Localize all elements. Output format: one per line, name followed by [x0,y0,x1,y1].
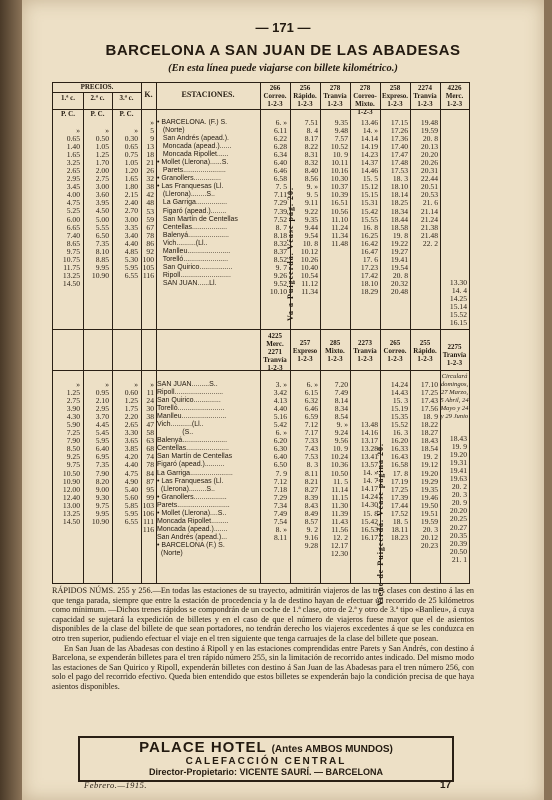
train-2275-times: 18.43 19. 9 19.20 19.31 19.41 19.63 20. 2 20. 3 20. 9 20.20 20.25 20.27 20.35 20.39 20.50 21. 1 [449,434,467,564]
train-2273-times: 13.48 14.16 13.17 13.28 13.41 13.57 14. » 14. 7 14.17 14.24 14.30 15. 8 15.42 16.53 16.17 [360,420,378,542]
timetable-table [52,82,470,606]
fare-3rd-column: » 0.30 0.65 0.75 1.05 1.20 1.65 1.80 2.15 2.40 2.70 3.00 3.35 3.40 4.40 4.85 5.30 5.95 6.55 [124,126,138,280]
train-255-times: 17.10 17.25 17.43 17.56 18. 9 18.22 18.27 18.43 18.54 19. 2 19.12 19.20 19.29 19.35 19.46 19.50 19.51 19.59 20. 3 20.12 20.23 [420,380,438,550]
vertical-note: Va a Puigcerdá. Véase pág. 20. [286,187,295,321]
stations-header: ESTACIONES. [181,90,235,99]
timetable-page [22,0,544,800]
train-285-times: 7.20 7.49 8.14 8.34 8.54 9. » 9.24 9.56 10. 9 10.24 10.36 10.50 11. 5 11.14 11.15 11.30 11.39 11.43 11.56 12. 2 12.17 12.30 [330,380,348,558]
train-278-times: 9.35 9.48 7.57 10.52 10. 9 10.11 10.16 10.30 10.37 10.39 16.51 10.56 11.10 11.24 11.34 11.48 [330,118,348,248]
train-header-2275: 2275 Tranvía 1-2-3 [442,343,467,367]
stations-column-lower: SAN JUAN.........S.. Ripoll......................... San Quirico.............. Torelló........................ Manlleu....................... Vich...........(Ll.. (S.. Balenyá....................... Centellas...................... San Martín de Centellas Figaró (apead.).......... La Garriga...................... • Las Franquesas (Ll. (Llerona).........S.. • Granollers................. Parets........................... • Mollet (Llerona)....S.. Moncada Ripollet......... Moncada (apead.)....... San Andrés (apead.)... • BARCELONA (F.) S. (Norte) [157,381,233,557]
notes-section [52,586,474,692]
ad-hotel-name [80,739,452,756]
page-title: BARCELONA A SAN JUAN DE LAS ABADESAS [105,42,461,59]
fare-2nd-column-lower: » 0.95 2.10 2.95 3.70 4.45 5.45 5.95 6.40 6.95 7.35 7.90 8.20 9.00 9.30 9.75 9.95 10.90 [91,380,109,526]
train-header-278: 278 Tranvía 1-2-3 [323,84,347,108]
km-column: » 5 9 13 18 21 26 32 38 42 48 53 59 67 78 86 92 100 105 116 [142,118,154,280]
train-header-4226: 4226 Merc. 1-2-3 [445,84,464,108]
ad-director: Director-Propietario: VICENTE SAURÍ. — BARCELONA [148,767,384,777]
fare-3rd-column-lower: » 0.60 1.25 1.75 2.20 2.65 3.30 3.65 3.85 4.20 4.40 4.75 4.90 5.40 5.60 5.85 5.95 6.55 [124,380,138,526]
footer-date: Febrero.—1915. [84,780,148,790]
km-column-lower: » 11 24 30 38 47 58 63 68 74 78 84 87 95 99 103 106 111 116 [142,380,154,534]
train-header-2273: 2273 Tranvía 1-2-3 [353,339,377,363]
rule [53,92,141,93]
train-header-258: 258 Expreso. 1-2-3 [381,84,409,108]
train-header-255: 255 Rápido. 1-2-3 [413,339,437,363]
train-278m-times: 13.46 14. » 14.14 14.19 14.23 14.37 14.46 15. 5 15.12 15.15 15.31 15.42 15.55 16. 8 16.25 16.42 16.47 17. 6 17.23 17.42 18.10 18.29 [360,118,378,296]
train-header-285: 285 Mixto. 1-2-3 [325,339,345,363]
page-subtitle: (En esta línea puede viajarse con billete kilométrico.) [168,63,398,74]
train-2274-times: 19.48 19.59 20. 8 20.13 20.20 20.26 20.31 22.44 20.51 20.53 21. 6 21.14 21.24 21.38 21.48 22. 2 [420,118,438,248]
hotel-advertisement [78,736,454,782]
km-header: K. [144,90,153,99]
page-number: — 171 — [255,20,311,35]
book-gutter-shadow [0,0,22,800]
vertical-note-lower: Viene de Puigcerdá. Véase página 20. [376,443,385,606]
train-257-times: 6. » 6.15 6.32 6.46 6.59 7.12 7.17 7.33 7.43 7.53 8. 3 8.11 8.21 8.27 8.39 8.43 8.49 8.57 9. 2 9.16 9.28 [304,380,318,550]
fare-2nd-column: » 0.50 1.05 1.25 1.70 2.00 2.75 3.00 3.60 3.95 4.50 5.00 5.55 6.50 7.35 8.10 8.85 9.95 10.90 [91,126,109,280]
train-header-266: 266 Correo. 1-2-3 [263,84,287,108]
train-256-times: 7.51 8. 4 8.17 8.22 8.31 8.32 8.40 8.56 9. » 9. 5 9.11 9.22 9.35 9.44 9.54 10. 8 10.12 10.26 10.40 10.54 11.12 11.34 [300,118,318,296]
ad-hotel-former-name: (Antes AMBOS MUNDOS) [271,744,393,755]
class-header-1: 1.ª c. [61,94,75,102]
precios-header: PRECIOS. [80,83,114,91]
train-258-times: 17.15 17.26 17.36 17.40 17.47 17.48 17.53 18. 3 18.10 18.14 18.25 18.34 18.44 18.58 19. 8 19.22 19.27 19.41 19.54 20. 8 20.32 20.48 [390,118,408,296]
pc-label: P. C. [119,110,134,118]
train-2275-note: Circulará domingos, 27 Marzo, 5 Abril, 24 Mayo y 24 y 29 Junio [440,373,469,421]
note-paragraph: En San Juan de las Abadesas con destino á Ripoll y en las estaciones comprendidas entre Parets y San Andrés, con destino á Barcelona, se expenderán billetes para el tren rápido número 255, sin la limitación de recorrido antes indicado. Del mismo modo las estaciones de San Quirico y Ripoll, expenderán billetes con destino á San Juan de las Abadesas para el tren número 256, con solo el pago del recorrido efectivo. Queda bien entendido que estos billetes se expenderán bajo la condición precisa de que haya asientos disponibles. [52,643,474,691]
train-header-2274: 2274 Tranvía 1-2-3 [413,84,437,108]
train-header-256: 256 Rápido. 1-2-3 [293,84,317,108]
fare-1st-column: » 0.65 1.40 1.65 3.25 2.65 2.95 3.45 4.00 4.75 5.25 6.00 6.65 7.40 8.65 9.75 10.75 11.75 13.25 14.50 [62,126,80,288]
section-divider [53,329,469,330]
stations-column: • BARCELONA. (F.) S. (Norte) San Andrés (apead.). Moncada (apead.)...... Moncada Ripollet...... • Mollet (Llerona)......S. Parets...................... • Granollers.............. • Las Franquesas (Ll. (Llerona)........S.. La Garriga................ Figaró (apead.)........ San Martín de Centellas Centellas.................. Balenyá..................... Vich..........(Ll.. Manlleu...................... Torelló....................... San Quirico................. Ripoll.......................... SAN JUAN......Ll. [157,119,238,287]
note-paragraph: RÁPIDOS NÚMS. 255 y 256.—En todas las estaciones de su trayecto, admitirán viajeros de las tres clases con destino á las en que tenga parada, siempre que entre la estación de procedencia y la de destino hayan de efectuar un recorrido de 25 kilómetros como mínimum. —Dichos trenes rápidos se compondrán de un coche de 1.ª clase, otro de 2.ª y otro de 3.ª tipo «Banlieu», á cuya capacidad se sujetará la expedición de billetes y en el caso de que el número de viajeros fuese mayor que el de asientos disponibles de la clase del billete de que sean portadores, no tendrán derecho los viajeros excedentes á que se les conduzca en otro tren superior, pudiendo efectuar el viaje en el tren siguiente que tenga carruajes de la clase del billete que posean. [52,586,474,643]
ad-hotel-name-text: PALACE HOTEL [139,739,267,756]
train-header-4225: 4225 Merc. 2271 Tranvía 1-2-3 [263,332,287,372]
class-header-2: 2.ª c. [90,94,105,102]
train-header-278m: 278 Correo- Mixto. 1-2-3 [353,84,377,116]
train-4225-times: 3. » 3.42 4.13 4.40 5.16 5.42 6. » 6.20 6.30 6.40 6.50 7. 9 7.12 7.18 7.29 7.34 7.49 7.54 8. » 8.11 [273,380,287,542]
class-header-3: 3.ª c. [119,94,134,102]
train-4226-times: 13.30 14. 4 14.25 15.14 15.52 16.15 [449,278,467,328]
train-header-265: 265 Correo. 1-2-3 [383,339,407,363]
train-265-times: 14.24 14.43 15. 3 15.19 15.35 15.52 16. 3 16.20 16.33 16.43 16.58 17. 8 17.19 17.25 17.39 17.44 17.52 18. 5 18.11 18.23 [390,380,408,542]
pc-label: P. C. [61,110,75,118]
train-266-times: 6. » 6.11 6.22 6.28 6.34 6.40 6.46 6.58 7. 5 7.11 7.29 7.39 7.52 8. 7 8.18 8.32 8.37 8.52 9. 7 9.26 9.52 10.10 [269,118,287,296]
fare-1st-column-lower: » 1.25 2.75 3.90 4.30 5.90 7.25 7.90 8.50 9.25 9.75 10.50 10.90 12.00 12.40 13.00 13.25 14.50 [62,380,80,526]
ad-heating: CALEFACCIÓN CENTRAL [185,756,347,767]
footer-number: 17 [440,780,452,791]
train-header-257: 257 Expreso 1-2-3 [292,339,318,363]
pc-label: P. C. [90,110,105,118]
